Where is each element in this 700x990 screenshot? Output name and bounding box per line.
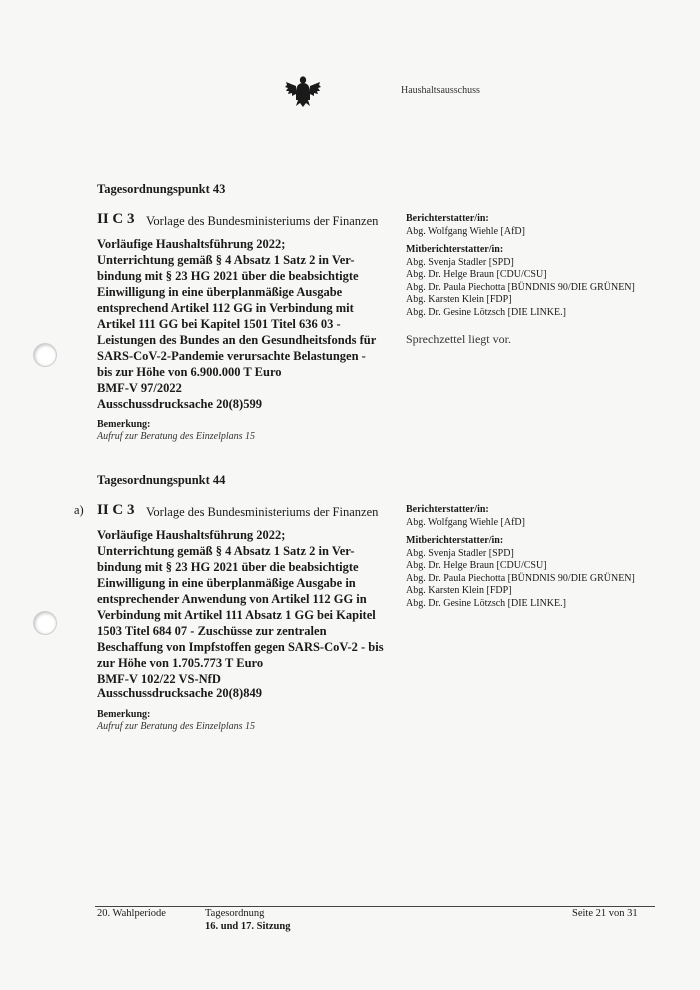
mitberichterstatter-name: Abg. Dr. Paula Piechotta [BÜNDNIS 90/DIE GRÜNEN] <box>406 572 635 584</box>
agenda-item-heading: Tagesordnungspunkt 43 <box>97 182 226 196</box>
berichterstatter-block <box>406 504 656 610</box>
punch-hole <box>34 344 56 366</box>
berichterstatter-label: Berichterstatter/in: <box>406 504 489 515</box>
footer-page-number: Seite 21 von 31 <box>572 908 638 919</box>
mitberichterstatter-name: Abg. Dr. Helge Braun [CDU/CSU] <box>406 269 547 280</box>
mitberichterstatter-name: Abg. Dr. Helge Braun [CDU/CSU] <box>406 560 547 571</box>
mitberichterstatter-name: Abg. Karsten Klein [FDP] <box>406 585 512 596</box>
punch-hole <box>34 612 56 634</box>
vorlage-title: Vorläufige Haushaltsführung 2022; Unterrichtung gemäß § 4 Absatz 1 Satz 2 in Ver- bindung mit § 23 HG 2021 über die beabsichtigte Einwilligung in eine überplanmäßige Ausgabe in entsprechender Anwendung von Artikel 112 GG in Verbindung mit Artikel 111 Absatz 1 GG bei Kapitel 1503 Titel 684 07 - Zuschüsse zur zentralen Beschaffung von Impfstoffen gegen SARS-CoV-2 - bis zur Höhe von 1.705.773 T Euro BMF-V 102/22 VS-NfD <box>97 528 384 686</box>
sprechzettel-note: Sprechzettel liegt vor. <box>406 332 511 346</box>
footer-rule <box>95 906 655 907</box>
mitberichterstatter-name: Abg. Dr. Gesine Lötzsch [DIE LINKE.] <box>406 597 566 609</box>
ausschussdrucksache: Ausschussdrucksache 20(8)599 <box>97 397 262 411</box>
mitberichterstatter-name: Abg. Svenja Stadler [SPD] <box>406 256 514 268</box>
bemerkung-label: Bemerkung: <box>97 709 151 720</box>
sub-item-letter: a) <box>74 503 84 517</box>
agenda-code-label: Vorlage des Bundesministeriums der Finanzen <box>146 505 379 519</box>
agenda-code: II C 3 <box>97 502 135 518</box>
berichterstatter-block <box>406 213 656 319</box>
agenda-item-heading: Tagesordnungspunkt 44 <box>97 473 226 487</box>
bemerkung-label: Bemerkung: <box>97 419 151 430</box>
mitberichterstatter-label: Mitberichterstatter/in: <box>406 535 504 546</box>
footer-wahlperiode: 20. Wahlperiode <box>97 908 166 919</box>
berichterstatter-label: Berichterstatter/in: <box>406 213 489 224</box>
agenda-code-label: Vorlage des Bundesministeriums der Finanzen <box>146 214 379 228</box>
berichterstatter-name: Abg. Wolfgang Wiehle [AfD] <box>406 516 525 528</box>
committee-name: Haushaltsausschuss <box>401 85 480 96</box>
footer-tagesordnung: Tagesordnung <box>205 908 265 919</box>
federal-eagle-icon <box>284 74 322 108</box>
vorlage-title: Vorläufige Haushaltsführung 2022; Unterrichtung gemäß § 4 Absatz 1 Satz 2 in Ver- bindung mit § 23 HG 2021 über die beabsichtigte Einwilligung in eine überplanmäßige Ausgabe entsprechend Artikel 112 GG in Verbindung mit Artikel 111 GG bei Kapitel 1501 Titel 636 03 - Leistungen des Bundes an den Gesundheitsfonds für SARS-CoV-2-Pandemie verursachte Belastungen - bis zur Höhe von 6.900.000 T Euro BMF-V 97/2022 <box>97 237 377 395</box>
berichterstatter-name: Abg. Wolfgang Wiehle [AfD] <box>406 225 525 237</box>
mitberichterstatter-label: Mitberichterstatter/in: <box>406 244 504 255</box>
mitberichterstatter-name: Abg. Svenja Stadler [SPD] <box>406 547 514 559</box>
bemerkung-text: Aufruf zur Beratung des Einzelplans 15 <box>97 721 256 732</box>
agenda-code: II C 3 <box>97 211 135 227</box>
mitberichterstatter-name: Abg. Dr. Gesine Lötzsch [DIE LINKE.] <box>406 306 566 318</box>
mitberichterstatter-name: Abg. Dr. Paula Piechotta [BÜNDNIS 90/DIE GRÜNEN] <box>406 281 635 293</box>
ausschussdrucksache: Ausschussdrucksache 20(8)849 <box>97 686 262 700</box>
mitberichterstatter-name: Abg. Karsten Klein [FDP] <box>406 294 512 305</box>
bemerkung-text: Aufruf zur Beratung des Einzelplans 15 <box>97 431 256 442</box>
footer-sitzung: 16. und 17. Sitzung <box>205 921 291 932</box>
